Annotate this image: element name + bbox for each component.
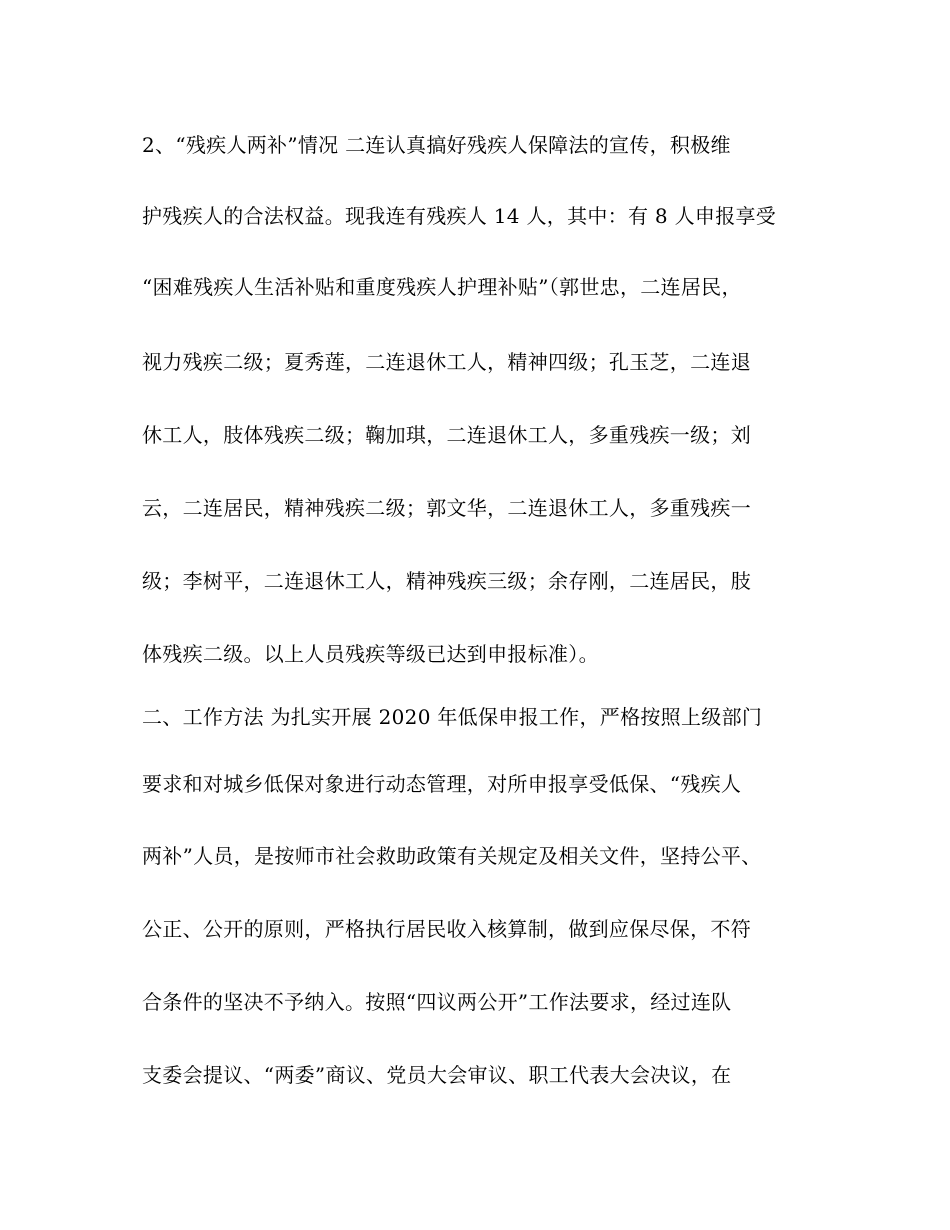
text-line-12: 公正、公开的原则，严格执行居民收入核算制，做到应保尽保，不符 [142, 917, 751, 941]
text-line-3: “困难残疾人生活补贴和重度残疾人护理补贴”（郭世忠，二连居民， [142, 275, 742, 299]
text-line-9: 二、工作方法 为扎实开展 2020 年低保申报工作，严格按照上级部门 [142, 705, 763, 729]
text-line-1: 2、“残疾人两补”情况 二连认真搞好残疾人保障法的宣传，积极维 [142, 133, 731, 157]
text-line-10: 要求和对城乡低保对象进行动态管理，对所申报享受低保、“残疾人 [142, 772, 742, 796]
text-line-7: 级；李树平，二连退休工人，精神残疾三级；余存刚，二连居民，肢 [142, 569, 751, 593]
text-line-2: 护残疾人的合法权益。现我连有残疾人 14 人，其中：有 8 人申报享受 [142, 204, 777, 228]
text-line-14: 支委会提议、“两委”商议、党员大会审议、职工代表大会决议，在 [142, 1063, 732, 1087]
text-line-13: 合条件的坚决不予纳入。按照“四议两公开”工作法要求，经过连队 [142, 990, 732, 1014]
text-line-4: 视力残疾二级；夏秀莲，二连退休工人，精神四级；孔玉芝，二连退 [142, 350, 751, 374]
text-line-5: 休工人，肢体残疾二级；鞠加琪，二连退休工人，多重残疾一级；刘 [142, 423, 751, 447]
text-line-8: 体残疾二级。以上人员残疾等级已达到申报标准）。 [142, 642, 599, 666]
text-line-6: 云，二连居民，精神残疾二级；郭文华，二连退休工人，多重残疾一 [142, 496, 751, 520]
text-line-11: 两补”人员，是按师市社会救助政策有关规定及相关文件，坚持公平、 [142, 844, 762, 868]
